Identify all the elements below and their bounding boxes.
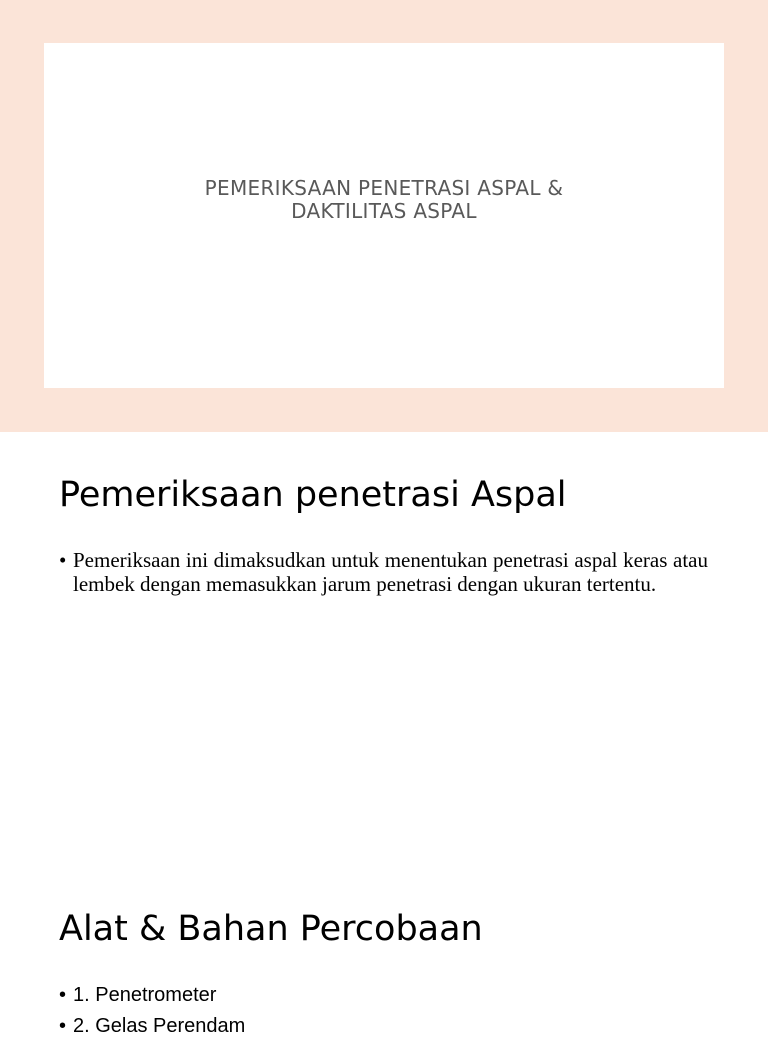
presentation-title	[154, 177, 614, 223]
title-slide	[0, 0, 768, 432]
title-line-2: DAKTILITAS ASPAL	[291, 198, 477, 223]
bullet-dot-icon: •	[59, 548, 67, 572]
slide-heading: Alat & Bahan Percobaan	[59, 909, 483, 949]
list-item-text: 2. Gelas Perendam	[73, 1014, 246, 1037]
list-item-text: 1. Penetrometer	[73, 983, 217, 1006]
slide-tools-materials	[0, 864, 768, 1037]
slide-heading: Pemeriksaan penetrasi Aspal	[59, 475, 567, 515]
title-line-1: PEMERIKSAAN PENETRASI ASPAL &	[204, 175, 564, 200]
bullet-item	[59, 548, 709, 596]
slide-penetration-test	[0, 432, 768, 864]
bullet-text: Pemeriksaan ini dimaksudkan untuk menentukan penetrasi aspal keras atau lembek dengan memasukkan jarum penetrasi dengan ukuran tertentu.	[73, 548, 708, 596]
list-item	[59, 983, 216, 1007]
title-card	[44, 43, 724, 388]
list-item	[59, 1014, 245, 1038]
bullet-dot-icon: •	[59, 984, 67, 1006]
bullet-dot-icon: •	[59, 1015, 67, 1037]
